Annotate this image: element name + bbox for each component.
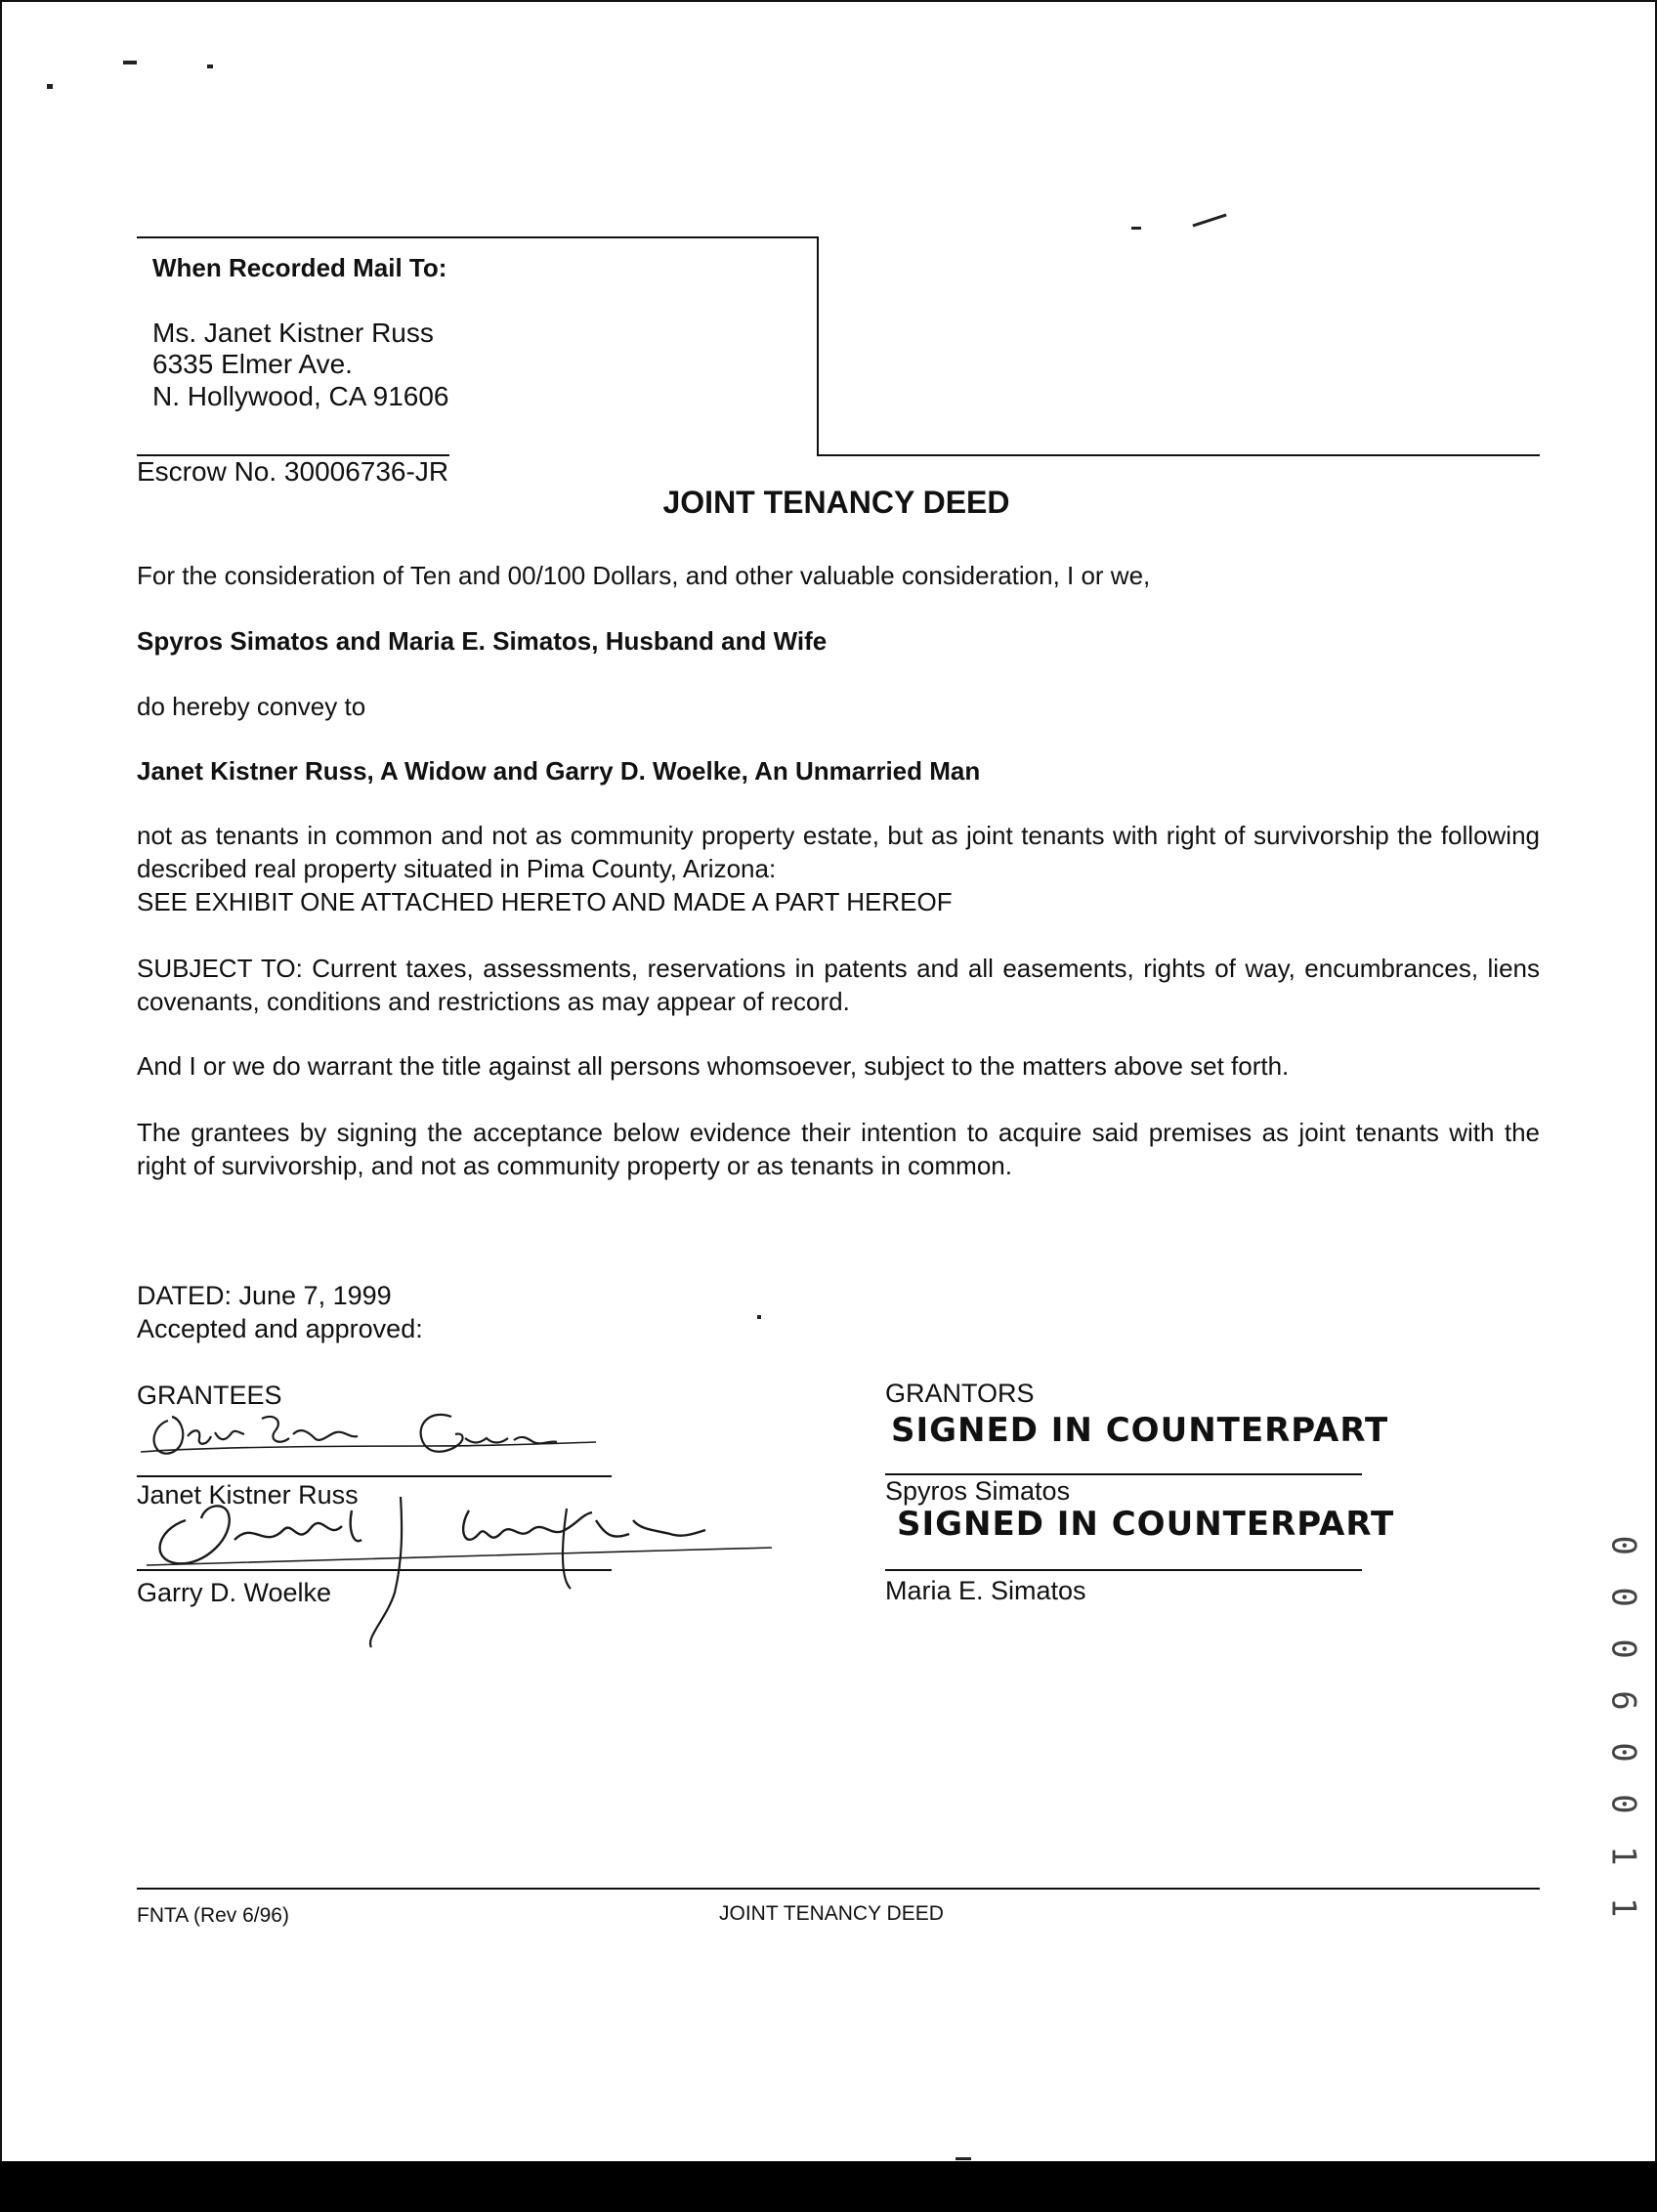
scan-speck — [1131, 227, 1141, 230]
subject-to-paragraph: SUBJECT TO: Current taxes, assessments, reservations in patents and all easements, rights of way, encumbrances, liens covenants, conditions and restrictions as may appear of record. — [137, 954, 1540, 1016]
footer-form-number: FNTA (Rev 6/96) — [137, 1904, 289, 1927]
grantor-signature-line — [885, 1569, 1362, 1571]
grantee-name-woelke: Garry D. Woelke — [137, 1578, 332, 1607]
dated-line: DATED: June 7, 1999 — [137, 1281, 392, 1310]
grantee-signature-line — [137, 1475, 612, 1477]
scan-speck — [123, 61, 137, 64]
counterpart-stamp: SIGNED IN COUNTERPART — [897, 1505, 1395, 1544]
consideration-paragraph: For the consideration of Ten and 00/100 Dollars, and other valuable consideration, I or we, — [137, 561, 1151, 590]
grantee-signature-woelke — [147, 1491, 772, 1657]
grantees-label: GRANTEES — [137, 1381, 282, 1410]
document-title: JOINT TENANCY DEED — [662, 485, 1010, 520]
escrow-number: Escrow No. 30006736-JR — [137, 456, 449, 487]
exhibit-line: SEE EXHIBIT ONE ATTACHED HERETO AND MADE A PART HEREOF — [137, 887, 953, 916]
grantors-line: Spyros Simatos and Maria E. Simatos, Husband and Wife — [137, 626, 828, 656]
grantees-line: Janet Kistner Russ, A Widow and Garry D. Woelke, An Unmarried Man — [137, 756, 981, 786]
scan-speck — [207, 64, 213, 68]
scan-speck — [757, 1315, 761, 1319]
tenancy-paragraph: not as tenants in common and not as community property estate, but as joint tenants with right of survivorship the following described real property situated in Pima County, Arizona: — [137, 821, 1540, 883]
document-control-number-text: 0 0 0 6 0 0 1 1 — [1604, 1535, 1644, 1924]
scan-speck — [956, 2157, 971, 2160]
scan-speck — [47, 84, 53, 89]
mail-box-rule — [817, 454, 1540, 456]
mail-to-heading: When Recorded Mail To: — [152, 253, 447, 282]
grantee-signature-russ — [137, 1399, 606, 1477]
grantor-name-maria: Maria E. Simatos — [885, 1576, 1086, 1605]
mail-to-street: 6335 Elmer Ave. — [152, 349, 353, 379]
convey-line: do hereby convey to — [137, 692, 366, 721]
grantor-name-spyros: Spyros Simatos — [885, 1476, 1071, 1506]
counterpart-stamp: SIGNED IN COUNTERPART — [891, 1411, 1389, 1450]
document-control-number — [1594, 1535, 1653, 1924]
footer-title: JOINT TENANCY DEED — [719, 1902, 944, 1925]
mail-to-city: N. Hollywood, CA 91606 — [152, 381, 449, 411]
grantee-name-russ: Janet Kistner Russ — [137, 1480, 359, 1510]
mail-to-name: Ms. Janet Kistner Russ — [152, 318, 434, 348]
scan-edge-band — [0, 2161, 1657, 2212]
grantee-signature-line — [137, 1569, 612, 1571]
grantors-label: GRANTORS — [885, 1379, 1035, 1408]
accepted-line: Accepted and approved: — [137, 1314, 423, 1343]
warrant-paragraph: And I or we do warrant the title against all persons whomsoever, subject to the matters above set forth. — [137, 1051, 1290, 1081]
acceptance-paragraph: The grantees by signing the acceptance below evidence their intention to acquire said premises as joint tenants with the right of survivorship, and not as community property or as tenants in common. — [137, 1118, 1540, 1180]
footer-rule — [137, 1888, 1540, 1890]
